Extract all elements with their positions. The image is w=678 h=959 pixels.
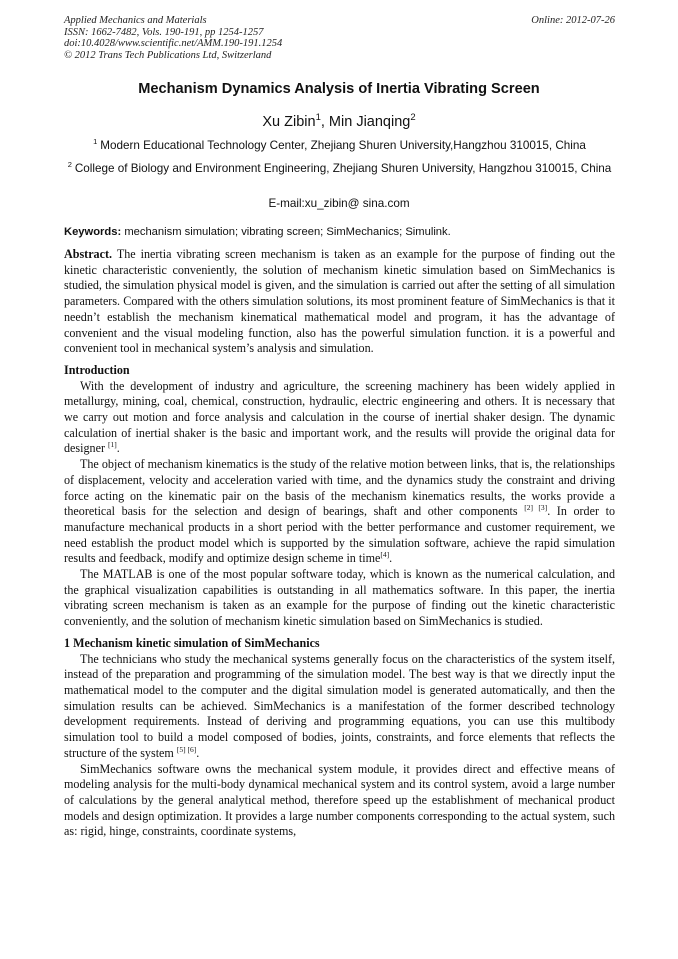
citation: [2] [3] xyxy=(524,503,548,513)
body-paragraph: With the development of industry and agriculture, the screening machinery has been widely applied in metallurgy, mining, coal, chemical, construction, hydraulic, electric engineering and others. It is necessary that we carry out motion and force analysis and calculation in the course of inertial shaker design. The dynamic calculation of inertial shaker is the basic and important work, and the results will provide the original data for designer [1]. xyxy=(64,378,615,456)
paper-body xyxy=(64,247,615,840)
body-paragraph: The technicians who study the mechanical systems generally focus on the characteristics of the system itself, instead of the preparation and programming of the simulation model. The best way is that we directly input the mathematical model to the computer and the digital simulation model is generated automatically, and then the simulation results can be achieved. SimMechanics is a manifestation of the former described technology development requirements. Instead of deriving and programming equations, you can use this multibody simulation tool to build a model composed of bodies, joints, constraints, and force elements that reflects the structure of the system [5] [6]. xyxy=(64,651,615,760)
body-paragraph: The object of mechanism kinematics is the study of the relative motion between links, that is, the relationships of displacement, velocity and acceleration varied with time, and the dynamics study the constraint and driving force acting on the kinematic pair on the basis of the mechanism kinematics results, the works provide a theoretical basis for the selection and design of bearings, shaft and other components [2] [3]. In order to manufacture mechanical products in a short period with the better performance and customer requirement, we need establish the product model which is supported by the simulation software, achieve the rapid simulation results and feedback, modify and optimize design scheme in time[4]. xyxy=(64,457,616,566)
affiliation-1 xyxy=(64,138,615,154)
citation: [5] [6] xyxy=(176,744,197,754)
author-sup: 2 xyxy=(410,112,416,123)
affiliation-number: 2 xyxy=(67,160,72,169)
abstract-label: Abstract. xyxy=(64,247,113,261)
citation: [1] xyxy=(108,440,117,450)
issn-line: ISSN: 1662-7482, Vols. 190-191, pp 1254-1257 xyxy=(64,26,264,38)
affiliation-number: 1 xyxy=(93,137,98,146)
journal-name: Applied Mechanics and Materials xyxy=(64,15,207,26)
citation: [4] xyxy=(380,550,390,560)
author-name: Min Jianqing xyxy=(328,114,411,130)
journal-header xyxy=(64,15,615,61)
affiliation-text: Modern Educational Technology Center, Zhejiang Shuren University,Hangzhou 310015, China xyxy=(100,139,586,152)
affiliation-text: College of Biology and Environment Engineering, Zhejiang Shuren University, Hangzhou 310015, China xyxy=(74,162,612,175)
email-line: E-mail:xu_zibin@ sina.com xyxy=(268,197,410,210)
keywords-text: mechanism simulation; vibrating screen; SimMechanics; Simulink. xyxy=(124,226,451,238)
affiliation-2 xyxy=(64,161,615,177)
section-heading-1: 1 Mechanism kinetic simulation of SimMechanics xyxy=(64,635,320,650)
author-separator: , xyxy=(320,114,329,130)
author-sup: 1 xyxy=(315,112,321,123)
author-name: Xu Zibin xyxy=(262,114,316,130)
keywords-label: Keywords: xyxy=(64,226,122,238)
abstract-paragraph xyxy=(64,247,615,357)
copyright-line: © 2012 Trans Tech Publications Ltd, Switzerland xyxy=(64,49,272,61)
online-date: Online: 2012-07-26 xyxy=(531,15,615,26)
body-paragraph: SimMechanics software owns the mechanical system module, it provides direct and effective means of modeling analysis for the multi-body dynamical mechanical system and its control system, avoid a large number of calculations by the general analytical method, therefore speed up the establishment of mechanical product models and design optimization. It provides a large number components corresponding to the actual system, such as: rigid, hinge, constraints, coordinate systems, xyxy=(64,761,615,839)
doi-line: doi:10.4028/www.scientific.net/AMM.190-191.1254 xyxy=(64,38,283,50)
author-line xyxy=(0,113,678,131)
section-heading-introduction: Introduction xyxy=(64,362,130,377)
paper-title: Mechanism Dynamics Analysis of Inertia Vibrating Screen xyxy=(138,81,540,97)
abstract-text: The inertia vibrating screen mechanism is taken as an example for the purpose of finding out the kinetic characteristic conveniently, the solution of mechanism kinetic simulation based on SimMechanics is studied, the simulation physical model is given, and the simulation is carried out after the setting of all simulation parameters. Compared with the others simulation solutions, its most prominent feature of SimMechanics is that it needn’t establish the mechanism kinematical mathematical model and program, it has the advantage of convenient and the visual modeling function, also has the powerful simulation function. it is a powerful and convenient tool in mechanical system’s analysis and simulation. xyxy=(64,247,615,356)
keywords-line xyxy=(64,225,615,240)
body-paragraph: The MATLAB is one of the most popular software today, which is known as the numerical calculation, and the graphical visualization capabilities is outstanding in all mathematics software. In this paper, the inertia vibrating screen mechanism is taken as an example for the purpose of finding out the kinetic characteristic conveniently, and the solution of mechanism kinetic simulation based on SimMechanics is studied. xyxy=(64,567,615,629)
